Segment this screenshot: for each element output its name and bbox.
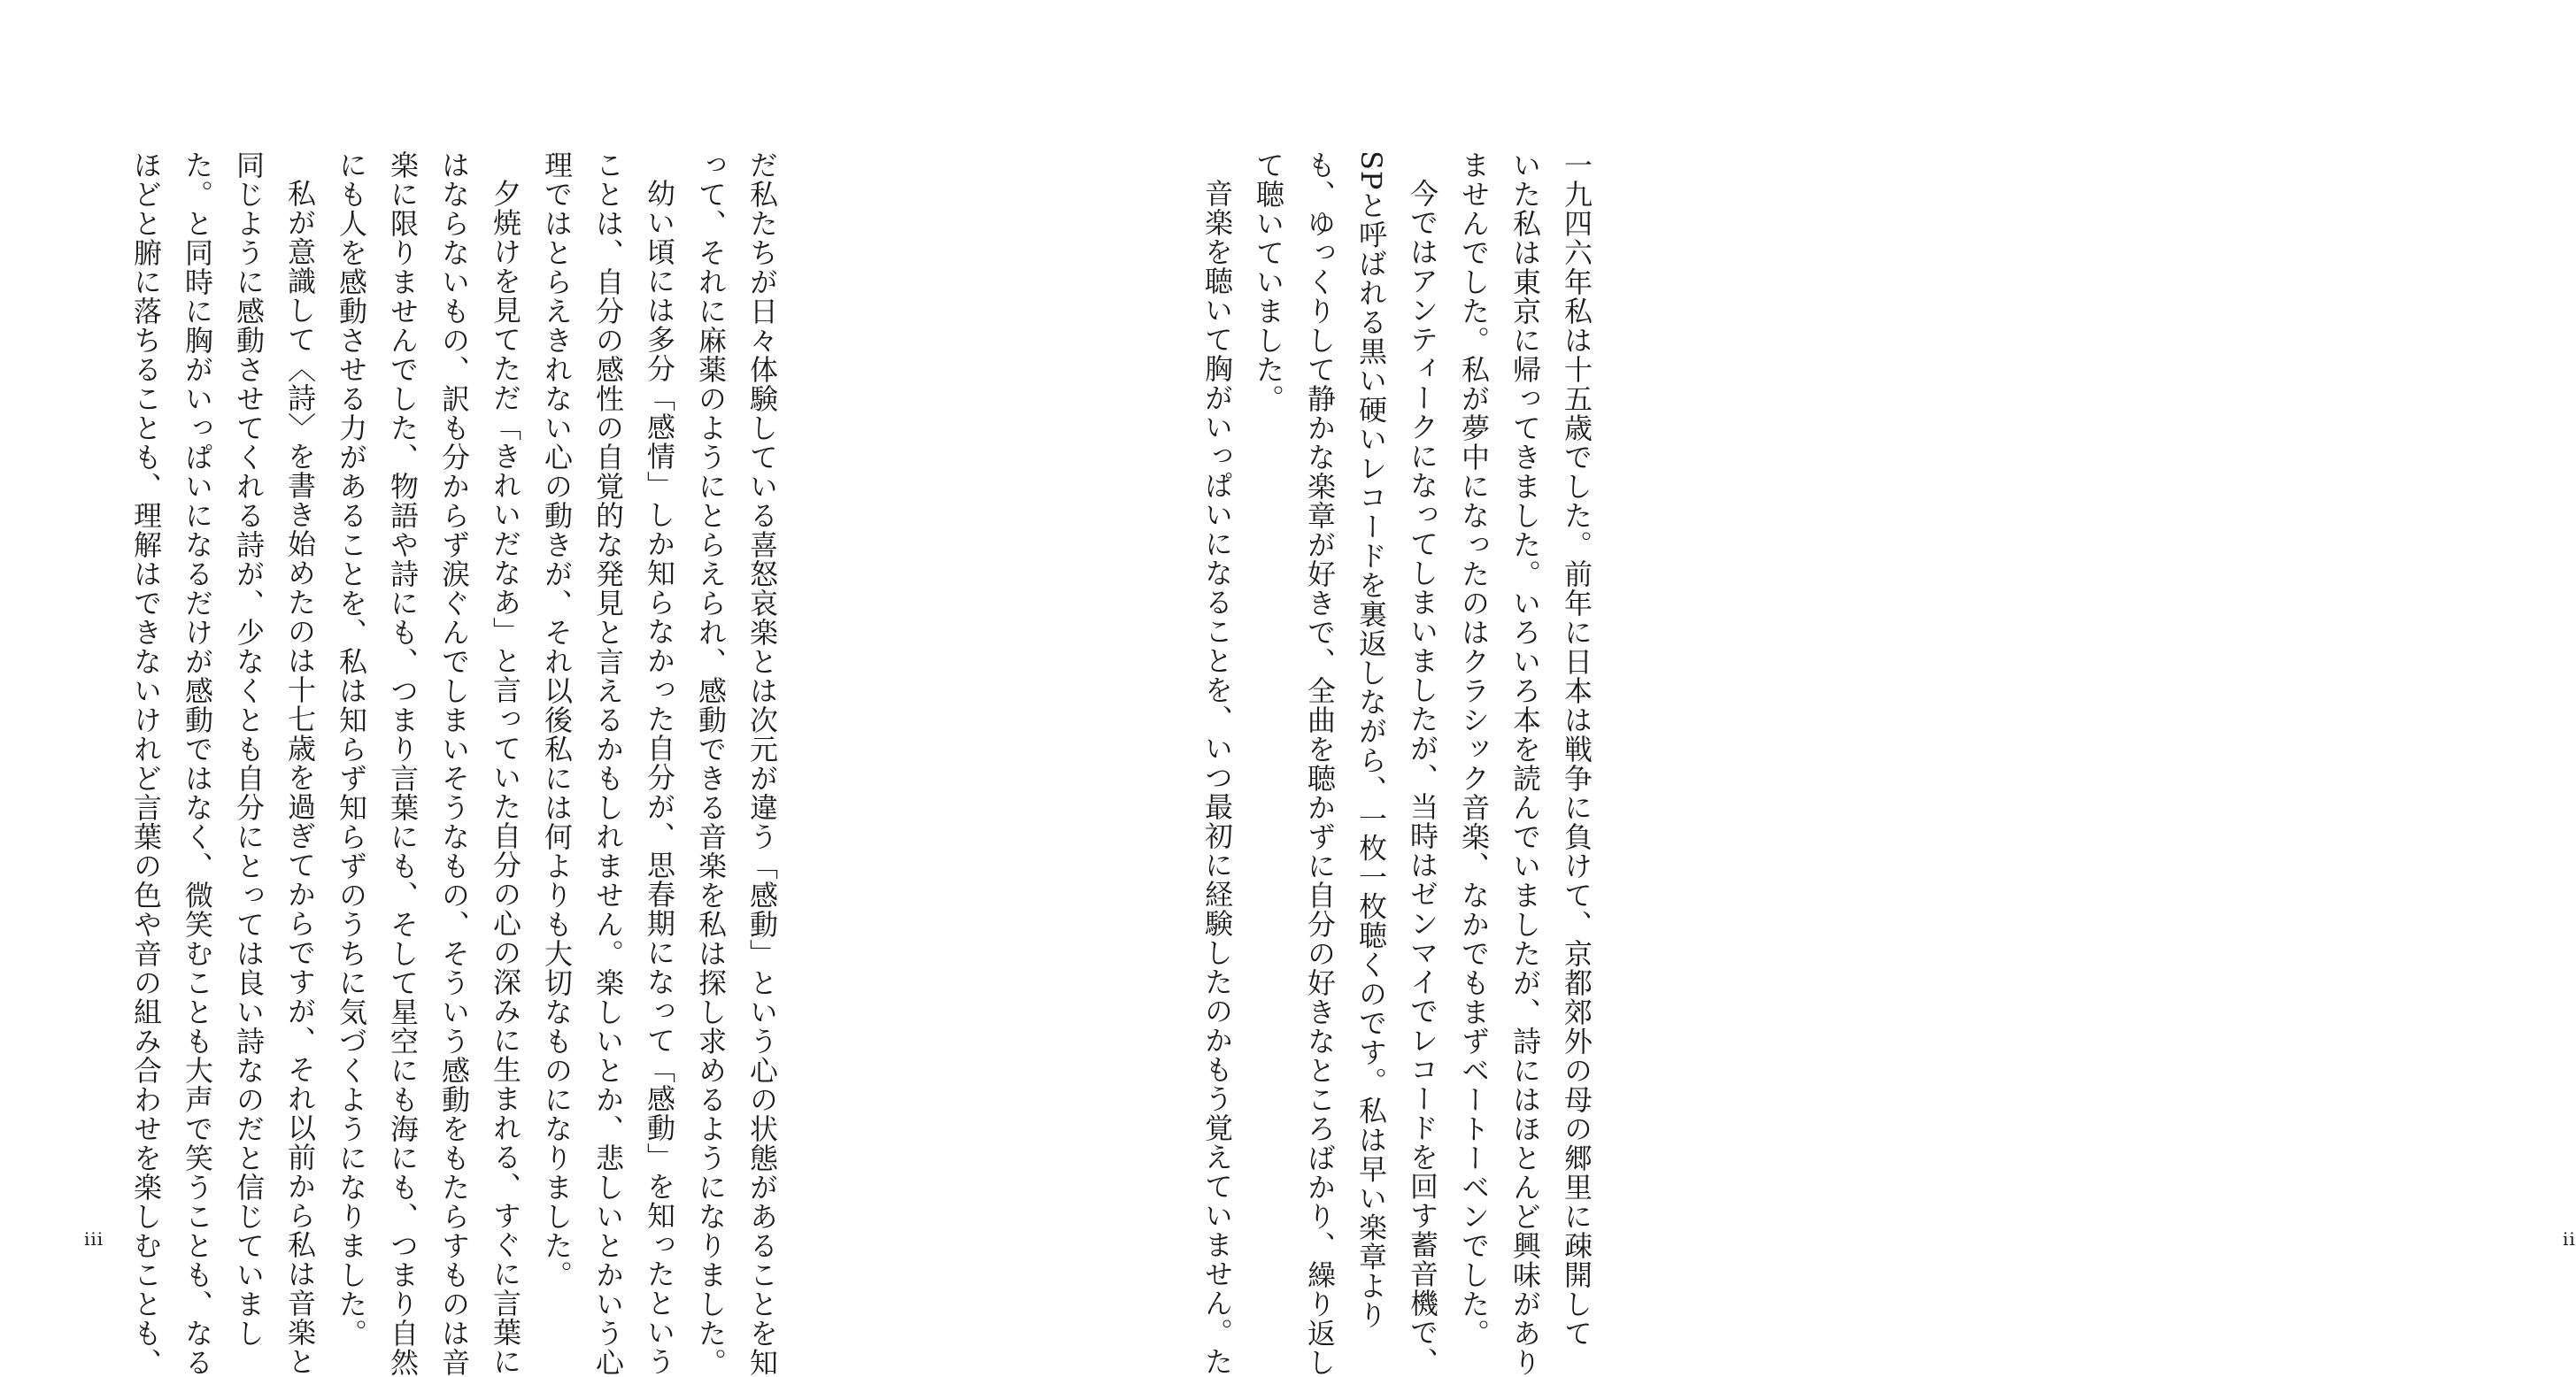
right-page-body-text: [806, 150, 1602, 1377]
text-line: 楽に限りませんでした、物語や詩にも、つまり言葉にも、そして星空にも海にも、つまり自然: [386, 150, 420, 1377]
text-line: 一九四六年私は十五歳でした。前年に日本は戦争に負けて、京都郊外の母の郷里に疎開して: [1560, 150, 1593, 1348]
text-line: て聴いていました。: [1252, 150, 1285, 413]
text-line: って、それに麻薬のようにとらえられ、感動できる音楽を私は探し求めるようになりました。: [694, 150, 728, 1377]
text-line: 今ではアンティークになってしまいましたが、当時はゼンマイでレコードを回す蓄音機で、: [1406, 179, 1439, 1376]
text-line: 私が意識して〈詩〉を書き始めたのは十七歳を過ぎてからですが、それ以前から私は音楽と: [283, 179, 317, 1376]
text-line: はならないもの、訳も分からず涙ぐんでしまいそうなもの、そういう感動をもたらすものは音: [437, 150, 471, 1377]
text-line: 幼い頃には多分「感情」しか知らなかった自分が、思春期になって「感動」を知ったという: [643, 179, 676, 1376]
text-line: いた私は東京に帰ってきました。いろいろ本を読んでいましたが、詩にはほとんど興味があり: [1508, 150, 1542, 1377]
text-line: SPと呼ばれる黒い硬いレコードを裏返しながら、一枚一枚聴くのです。私は早い楽章より: [1354, 150, 1388, 1330]
text-line: ませんでした。私が夢中になったのはクラシック音楽、なかでもまずベートーベンでした。: [1457, 150, 1491, 1348]
text-line: も、ゆっくりして静かな楽章が好きで、全曲を聴かずに自分の好きなところばかり、繰り返し: [1303, 150, 1337, 1377]
text-line: 同じように感動させてくれる詩が、少なくとも自分にとっては良い詩なのだと信じていまし: [232, 150, 266, 1348]
text-line: 音楽を聴いて胸がいっぱいになることを、いつ最初に経験したのかもう覚えていません。た: [1200, 179, 1234, 1376]
text-line: だ私たちが日々体験している喜怒哀楽とは次元が違う「感動」という心の状態があることを知: [745, 150, 779, 1377]
text-line: 夕焼けを見てただ「きれいだなあ」と言っていた自分の心の深みに生まれる、すぐに言葉に: [489, 179, 522, 1376]
text-line: ことは、自分の感性の自覚的な発見と言えるかもしれません。楽しいとか、悲しいとかいう心: [591, 150, 625, 1377]
text-line: た。と同時に胸がいっぱいになるだけが感動ではなく、微笑むことも大声で笑うことも、なる: [181, 150, 214, 1377]
text-line: 理ではとらえきれない心の動きが、それ以後私には何よりも大切なものになりました。: [540, 150, 574, 1289]
text-line: ほどと腑に落ちることも、理解はできないけれど言葉の色や音の組み合わせを楽しむことも、: [129, 150, 163, 1377]
right-page: [885, 0, 2576, 1377]
left-page: [0, 0, 885, 1377]
text-line: にも人を感動させる力があることを、私は知らず知らずのうちに気づくようになりました。: [335, 150, 368, 1348]
page-number-right: ii: [2563, 1228, 2576, 1250]
page-number-left: iii: [84, 1228, 104, 1250]
